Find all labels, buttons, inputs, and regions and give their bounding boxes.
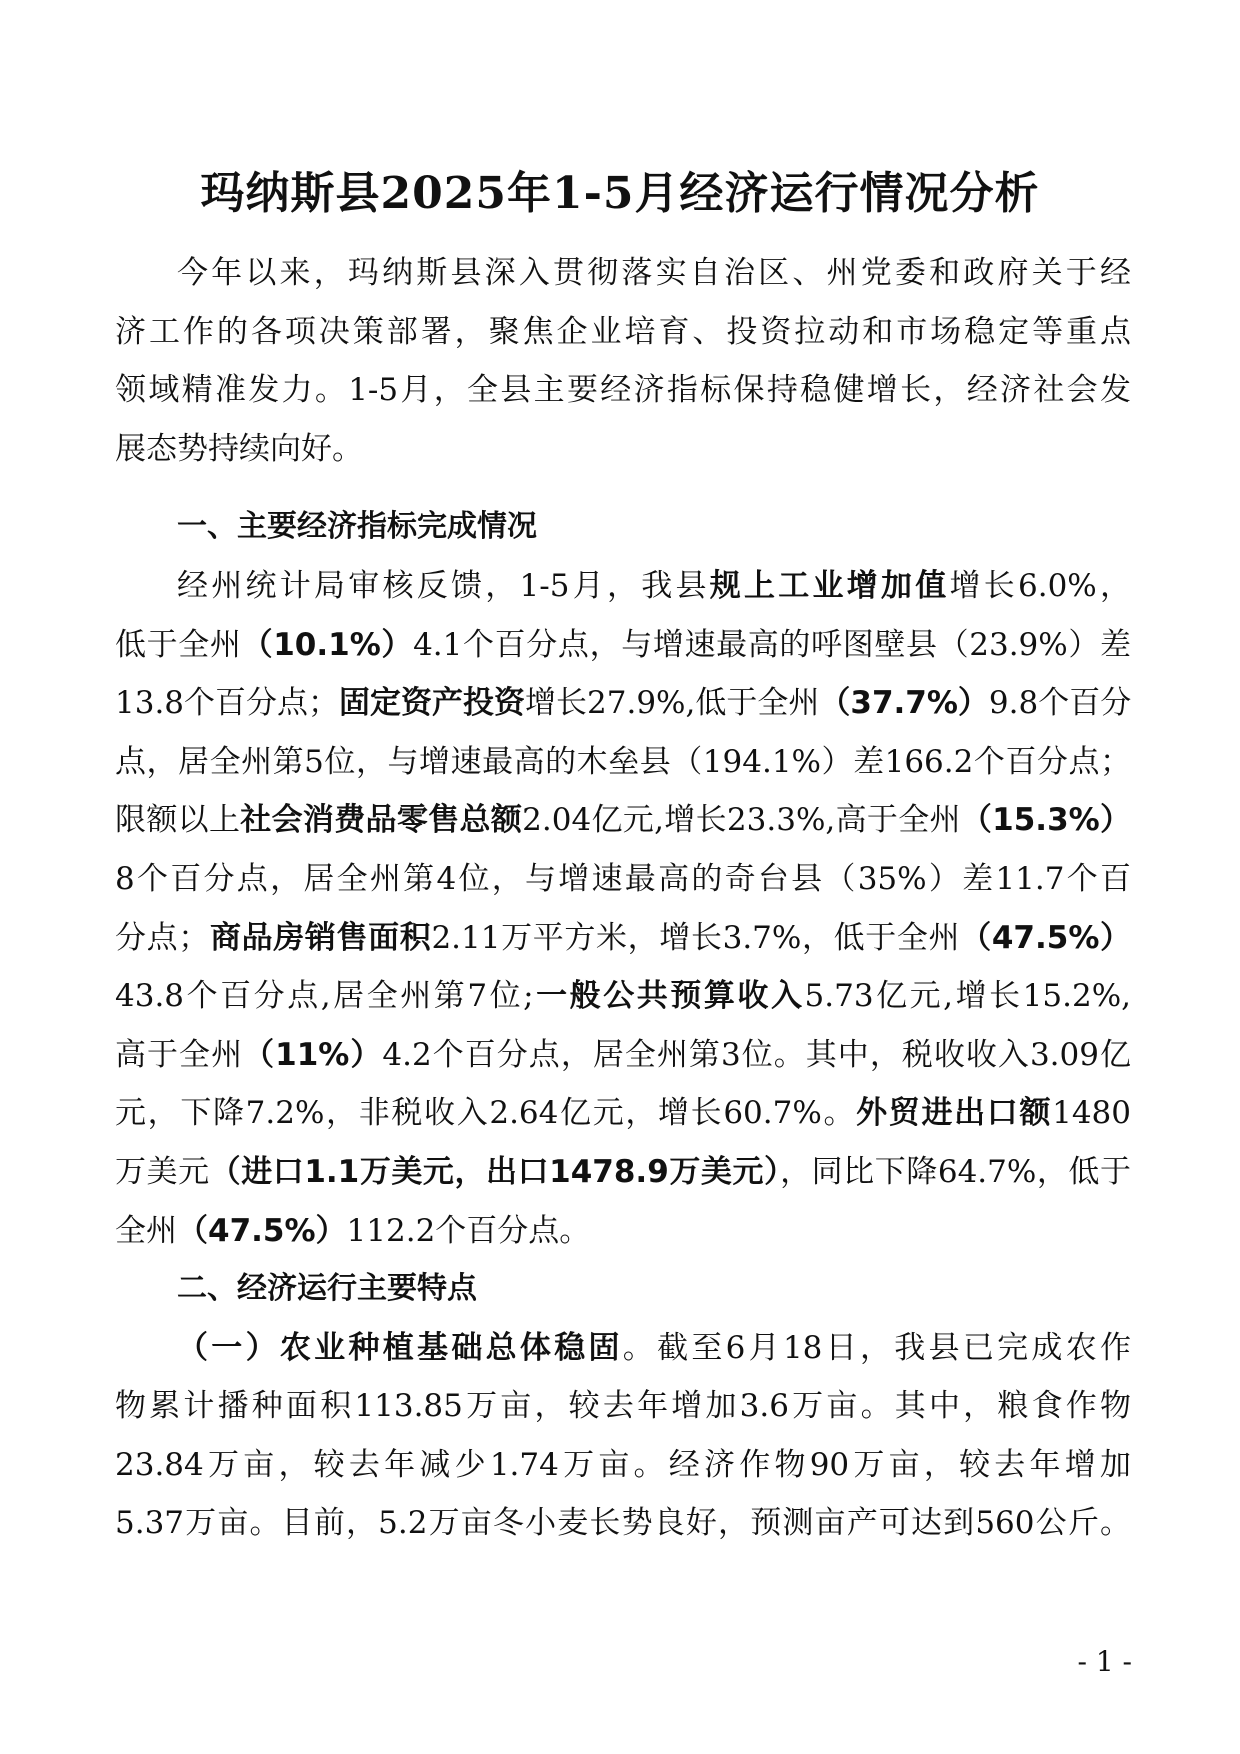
indicators-paragraph-line [115,674,1131,733]
highlight-term: （11%） [243,1036,383,1073]
highlight-term: 一般公共预算收入 [533,978,805,1015]
highlight-term: （47.5%） [177,1212,347,1249]
agriculture-paragraph-line [115,1436,1131,1495]
text-segment: 今年以来，玛纳斯县深入贯彻落实自治区、州党委和政府关于经 [177,255,1131,291]
text-segment: 二、经济运行主要特点 [177,1271,477,1307]
highlight-term: （47.5%） [960,919,1132,956]
text-segment: 1480 [1052,1095,1132,1132]
agriculture-paragraph-line [115,1494,1131,1553]
highlight-term: （10.1%） [241,626,414,663]
highlight-term: （15.3%） [960,802,1132,839]
text-segment: 8个百分点，居全州第4位，与增速最高的奇台县（35%）差11.7个百 [115,860,1131,897]
highlight-term: （37.7%） [819,685,989,722]
text-segment: 低于全州 [115,626,242,663]
text-segment: 全州 [115,1212,177,1249]
indicators-paragraph-line [115,557,1131,616]
text-segment: 23.84万亩，较去年减少1.74万亩。经济作物90万亩，较去年增加 [115,1446,1131,1483]
text-segment: 分点； [115,919,210,956]
document-body [115,244,1131,1553]
text-segment: 增长27.9%,低于全州 [525,685,820,722]
text-segment: 4.1个百分点，与增速最高的呼图壁县（23.9%）差 [413,626,1132,663]
text-segment: 高于全州 [115,1036,244,1073]
text-segment: 一、主要经济指标完成情况 [177,509,537,545]
document-title: 玛纳斯县2025年1-5月经济运行情况分析 [200,168,1040,219]
highlight-term: 商品房销售面积 [209,919,432,956]
text-segment: 增长6.0%， [949,567,1132,604]
text-segment: 4.2个百分点，居全州第3位。其中，税收收入3.09亿 [382,1036,1131,1073]
intro-paragraph-line [115,420,1131,479]
text-segment: 5.73亿元,增长15.2%, [804,978,1132,1015]
indicators-paragraph-line [115,791,1131,850]
text-segment: 元，下降7.2%，非税收入2.64亿元，增长60.7%。 [115,1095,857,1132]
highlight-term: （进口1.1万美元，出口1478.9万美元） [209,1153,781,1190]
section-heading-1 [115,498,1131,557]
indicators-paragraph-line [115,1026,1131,1085]
indicators-paragraph-line [115,1084,1131,1143]
indicators-paragraph-line [115,850,1131,909]
text-segment: 万美元 [115,1153,210,1190]
text-segment: 112.2个百分点。 [346,1212,591,1249]
text-segment: 经州统计局审核反馈，1-5月，我县 [177,567,710,604]
indicators-paragraph-line [115,733,1131,792]
section-heading-2 [115,1260,1131,1319]
text-segment: 限额以上 [115,802,241,839]
indicators-paragraph-line [115,1202,1131,1261]
indicators-paragraph-line [115,1143,1131,1202]
text-segment: 领域精准发力。1-5月，全县主要经济指标保持稳健增长，经济社会发 [115,372,1131,409]
text-segment: 2.11万平方米，增长3.7%，低于全州 [431,919,961,956]
text-segment: 点，居全州第5位，与增速最高的木垒县（194.1%）差166.2个百分点； [115,743,1131,780]
page-number: - 1 - [1077,1645,1132,1678]
text-segment: 济工作的各项决策部署，聚焦企业培育、投资拉动和市场稳定等重点 [115,313,1131,350]
indicators-paragraph-line [115,909,1131,968]
text-segment: 43.8个百分点,居全州第7位; [115,978,534,1015]
intro-paragraph-line [115,303,1131,362]
intro-paragraph-line [115,361,1131,420]
text-segment: 展态势持续向好。 [115,430,363,467]
text-segment: 5.37万亩。目前，5.2万亩冬小麦长势良好，预测亩产可达到560公斤。 [115,1505,1131,1542]
highlight-term: 社会消费品零售总额 [240,802,523,839]
highlight-term: 固定资产投资 [339,685,526,722]
text-segment: 9.8个百分 [988,685,1132,722]
text-segment: ，同比下降64.7%，低于 [780,1153,1131,1190]
subsection-heading: （一）农业种植基础总体稳固 [177,1329,623,1366]
agriculture-paragraph-line [115,1377,1131,1436]
highlight-term: 外贸进出口额 [856,1095,1053,1132]
text-segment: 2.04亿元,增长23.3%,高于全州 [522,802,961,839]
text-segment: 。截至6月18日，我县已完成农作 [622,1329,1132,1366]
intro-paragraph-line [115,244,1131,303]
text-segment: 物累计播种面积113.85万亩，较去年增加3.6万亩。其中，粮食作物 [115,1388,1131,1425]
agriculture-paragraph-line [115,1319,1131,1378]
indicators-paragraph-line [115,616,1131,675]
indicators-paragraph-line [115,967,1131,1026]
text-segment: 13.8个百分点； [115,685,340,722]
highlight-term: 规上工业增加值 [709,567,950,604]
